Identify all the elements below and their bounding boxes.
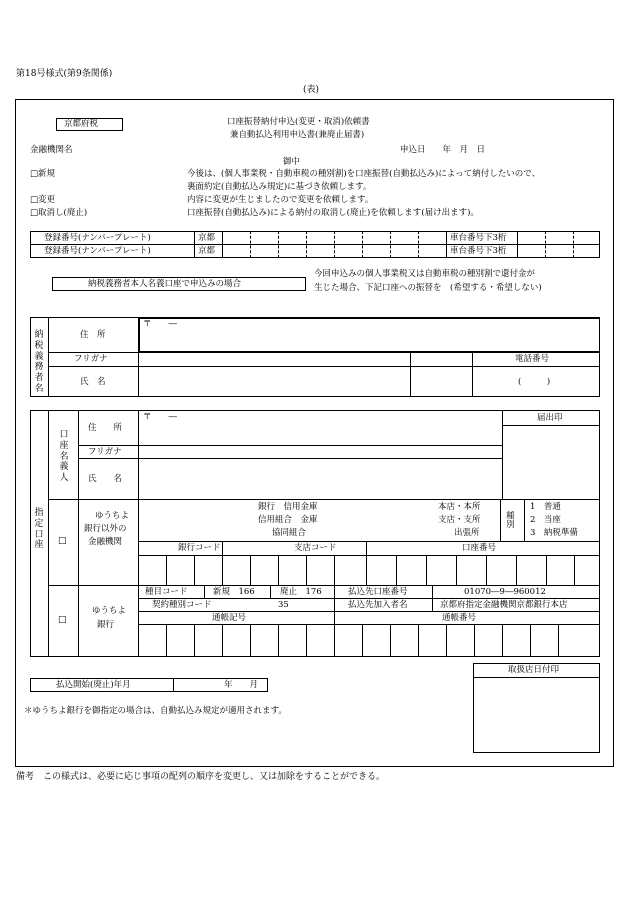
other-bank-label-3: 金融機関 [88,537,123,547]
form-number: 第18号様式(第9条関係) [16,69,113,79]
option-cancel-checkbox[interactable]: □取消し(廃止) [30,208,88,218]
account-address-label: 住 所 [88,423,123,433]
option-change-checkbox[interactable]: □変更 [30,195,56,205]
form-title-line2: 兼自動払込利用申込書(兼廃止届書) [230,130,365,140]
payee-name-value: 京都府指定金融機関京都銀行本店 [440,600,568,610]
item-code-label: 種目コード [145,587,188,597]
payee-account-number: 01070―9―960012 [464,587,546,597]
yucho-checkbox[interactable]: □ [58,615,67,625]
branch-type-3: 出張所 [454,528,480,538]
refund-note-line2: 生じた場合、下記口座への振替を (希望する・希望しない) [314,283,542,293]
account-furigana-label: フリガナ [88,447,122,457]
branch-type-1: 本店・本所 [438,502,481,512]
application-date-label: 申込日 年 月 日 [400,145,486,155]
taxpayer-address-field[interactable] [139,318,600,352]
branch-code-label: 支店コード [294,543,337,553]
bank-type-3: 協同組合 [272,528,307,538]
branch-type-2: 支店・支所 [438,515,481,525]
bank-type-2: 信用組合 金庫 [258,515,318,525]
start-month-value[interactable]: 年 月 [224,680,259,690]
option-change-text: 内容に変更が生じましたので変更を依頼します。 [187,195,374,205]
item-code-abolish: 廃止 176 [280,587,322,597]
plate-pref-2: 京都 [198,246,216,256]
bank-type-1: 銀行 信用金庫 [258,502,318,512]
passbook-number-label: 通帳番号 [442,613,477,623]
account-kind-2[interactable]: 2 当座 [530,515,561,525]
refund-note-line1: 今回申込みの個人事業税又は自動車税の種別割で還付金が [314,269,536,279]
yucho-label-1: ゆうちよ [92,606,127,616]
yucho-label-2: 銀行 [97,620,115,630]
taxpayer-postal: 〒 ― [143,319,178,329]
plate-pref-1: 京都 [198,233,216,243]
taxpayer-side-label: 納税義務者名 [34,330,44,394]
account-holder-side-label: 口座名義人 [59,430,69,484]
contract-code-label: 契約種別コード [152,600,212,610]
form-title-line1: 口座振替納付申込(変更・取消)依頼書 [227,117,370,127]
contract-code-value: 35 [278,600,289,610]
option-new-checkbox[interactable]: □新規 [30,169,56,179]
plate-tail-label-1: 車台番号下3桁 [450,233,507,243]
passbook-symbol-label: 通帳記号 [212,613,247,623]
prefecture-tax-label: 京都府税 [64,119,99,129]
taxpayer-phone-label: 電話番号 [515,354,550,364]
plate-label-1: 登録番号(ナンバープレート) [44,233,151,243]
account-kind-1[interactable]: 1 普通 [530,502,561,512]
bank-code-label: 銀行コード [178,543,221,553]
other-bank-label-2: 銀行以外の [84,524,127,534]
refund-box-label: 納税義務者本人名義口座で申込みの場合 [88,279,242,289]
option-new-text1: 今後は、(個人事業税・自動車税の種別割)を口座振替(自動払込み)によって納付したいので、 [187,169,541,179]
office-seal-label: 取扱店日付印 [508,665,560,675]
account-side-label: 指定口座 [34,508,44,551]
other-bank-label-1: ゆうちよ [95,511,130,521]
onchu-label: 御中 [283,157,301,167]
remarks: 備考 この様式は、必要に応じ事項の配列の順序を変更し、又は加除をすることができる。 [16,772,386,782]
bank-name-label: 金融機関名 [30,145,73,155]
account-kind-3[interactable]: 3 納税準備 [530,528,578,538]
account-name-label: 氏 名 [88,474,123,484]
seal-label: 届出印 [537,413,563,423]
item-code-new: 新規 166 [213,587,255,597]
taxpayer-name-label: 氏 名 [80,377,106,387]
account-postal: 〒 ― [143,412,178,422]
payee-account-label: 払込先口座番号 [348,587,408,597]
yucho-note: ＊ゆうちよ銀行を御指定の場合は、自動払込み規定が適用されます。 [24,706,287,716]
taxpayer-address-label: 住 所 [80,330,106,340]
plate-label-2: 登録番号(ナンバープレート) [44,246,151,256]
taxpayer-furigana-label: フリガナ [74,354,108,364]
account-kind-label: 種別 [504,511,515,528]
form-side-label: (表) [303,85,320,95]
other-bank-checkbox[interactable]: □ [58,536,67,546]
option-new-text2: 裏面約定(自動払込み規定)に基づき依頼します。 [187,182,372,192]
account-number-label: 口座番号 [462,543,497,553]
option-cancel-text: 口座振替(自動払込み)による納付の取消し(廃止)を依頼します(届け出ます)。 [187,208,479,218]
plate-tail-label-2: 車台番号下3桁 [450,246,507,256]
start-month-label: 払込開始(廃止)年月 [56,680,131,690]
taxpayer-phone-paren: ( ) [518,377,551,387]
payee-name-label: 払込先加入者名 [348,600,408,610]
